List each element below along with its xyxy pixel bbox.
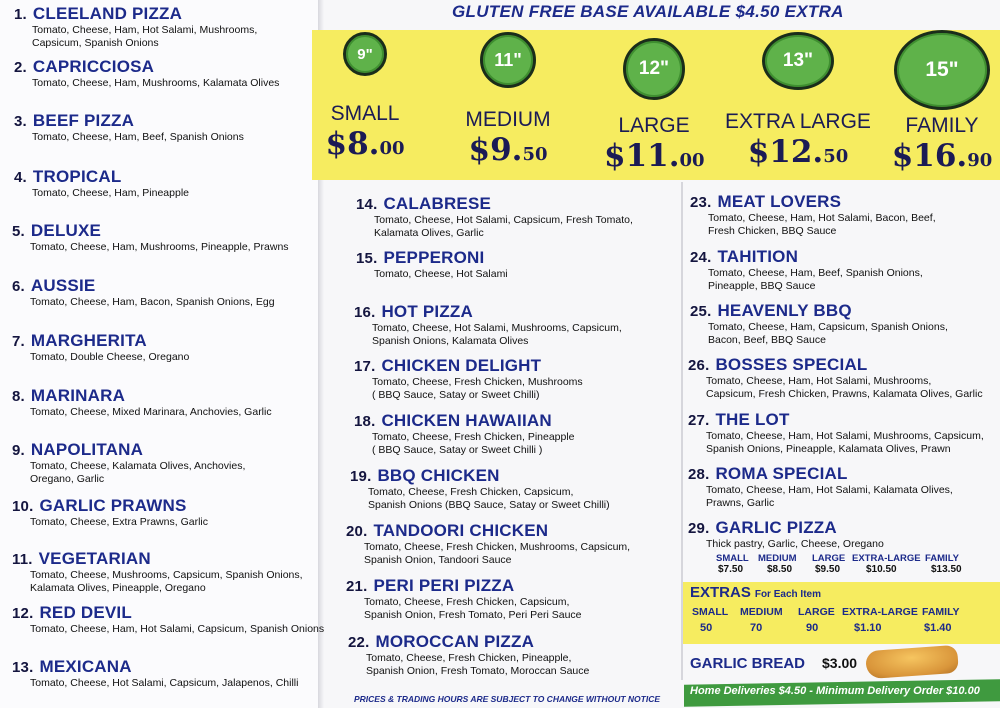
pizza-title: NAPOLITANA xyxy=(30,440,144,459)
pizza-number: 26. xyxy=(688,357,710,374)
pizza-name xyxy=(348,632,589,652)
pizza-title: AUSSIE xyxy=(30,276,96,295)
pizza-title: MOROCCAN PIZZA xyxy=(375,632,535,651)
pizza-description: Fresh Chicken, BBQ Sauce xyxy=(708,225,837,237)
size-label: SMALL xyxy=(330,102,400,125)
pizza-name xyxy=(12,221,289,241)
pizza-name xyxy=(14,57,279,77)
pizza-number: 11. xyxy=(12,551,33,568)
pizza-description: Capsicum, Fresh Chicken, Prawns, Kalamata Olives, Garlic xyxy=(706,388,983,400)
pizza-name xyxy=(12,496,208,516)
pizza-description: Tomato, Cheese, Fresh Chicken, Capsicum, xyxy=(368,486,574,498)
pizza-description: Thick pastry, Garlic, Cheese, Oregano xyxy=(706,538,884,550)
pizza-name xyxy=(12,549,303,569)
size-label: EXTRA LARGE xyxy=(725,110,871,133)
size-price: $16.90 xyxy=(891,138,993,174)
pizza-title: CALABRESE xyxy=(383,194,492,213)
pizza-description: Spanish Onion, Fresh Tomato, Moroccan Sauce xyxy=(366,665,590,677)
pizza-description: Spanish Onions (BBQ Sauce, Satay or Sweet Chilli) xyxy=(368,499,610,511)
pizza-description: Tomato, Cheese, Kalamata Olives, Anchovies, xyxy=(30,460,246,472)
size-circle: 11" xyxy=(480,32,536,88)
pizza-description: ( BBQ Sauce, Satay or Sweet Chilli) xyxy=(372,389,540,401)
pizza-description: Spanish Onion, Fresh Tomato, Peri Peri Sauce xyxy=(364,609,582,621)
pizza-number: 14. xyxy=(356,196,378,213)
pizza-title: GARLIC PRAWNS xyxy=(39,496,187,515)
pizza-name xyxy=(354,302,622,322)
pizza-item xyxy=(14,4,257,50)
pizza-name xyxy=(354,356,583,376)
pizza-description: Tomato, Cheese, Ham, Hot Salami, Bacon, Beef, xyxy=(708,212,936,224)
pizza-item xyxy=(354,302,622,348)
pizza-description: Tomato, Cheese, Hot Salami, Mushrooms, Capsicum, xyxy=(372,322,622,334)
garlic-pizza-size: FAMILY xyxy=(925,553,959,564)
pizza-name xyxy=(14,111,244,131)
extras-size: FAMILY xyxy=(922,606,960,618)
pizza-title: PEPPERONI xyxy=(383,248,485,267)
pizza-description: Capsicum, Spanish Onions xyxy=(32,37,159,49)
pizza-number: 10. xyxy=(12,498,34,515)
pizza-item xyxy=(12,549,303,595)
garlic-pizza-price: $13.50 xyxy=(931,564,962,575)
extras-size: LARGE xyxy=(798,606,835,618)
pizza-name xyxy=(354,411,575,431)
size-label: LARGE xyxy=(618,114,690,137)
pizza-name xyxy=(14,167,189,187)
pizza-title: HOT PIZZA xyxy=(381,302,473,321)
pizza-title: CHICKEN HAWAIIAN xyxy=(381,411,552,430)
pizza-name xyxy=(690,192,936,212)
pizza-description: Oregano, Garlic xyxy=(30,473,105,485)
pizza-number: 25. xyxy=(690,303,712,320)
size-label: MEDIUM xyxy=(465,108,551,131)
pizza-number: 17. xyxy=(354,358,376,375)
size-label: FAMILY xyxy=(905,114,979,137)
pizza-item xyxy=(12,440,245,486)
pizza-name xyxy=(12,331,189,351)
pizza-item xyxy=(354,411,575,457)
size-circle: 9" xyxy=(343,32,387,76)
pizza-description: Tomato, Cheese, Ham, Hot Salami, Capsicum, Spanish Onions xyxy=(30,623,325,635)
pizza-description: Tomato, Cheese, Fresh Chicken, Pineapple xyxy=(372,431,575,443)
pizza-description: Tomato, Cheese, Mixed Marinara, Anchovies, Garlic xyxy=(30,406,272,418)
extras-price: 70 xyxy=(750,622,763,634)
delivery-text: Home Deliveries $4.50 - Minimum Delivery Order $10.00 xyxy=(690,685,980,697)
pizza-item xyxy=(12,496,208,529)
garlic-pizza-price: $7.50 xyxy=(718,564,744,575)
pizza-description: Tomato, Cheese, Ham, Beef, Spanish Onions xyxy=(32,131,244,143)
pizza-title: TANDOORI CHICKEN xyxy=(373,521,549,540)
garlic-pizza-size: EXTRA-LARGE xyxy=(852,553,921,564)
pizza-number: 19. xyxy=(350,468,372,485)
pizza-item xyxy=(12,603,324,636)
pizza-number: 4. xyxy=(14,169,27,186)
pizza-description: Tomato, Cheese, Fresh Chicken, Mushrooms xyxy=(372,376,583,388)
pizza-name xyxy=(688,410,984,430)
pizza-item xyxy=(690,247,923,293)
pizza-item xyxy=(14,111,244,144)
pizza-number: 8. xyxy=(12,388,25,405)
pizza-description: Pineapple, BBQ Sauce xyxy=(708,280,816,292)
pizza-number: 1. xyxy=(14,6,27,23)
pizza-item xyxy=(12,386,272,419)
pizza-item xyxy=(690,301,948,347)
pizza-title: BOSSES SPECIAL xyxy=(715,355,868,374)
size-large xyxy=(604,32,704,174)
size-price: $11.00 xyxy=(604,138,705,174)
pizza-number: 7. xyxy=(12,333,25,350)
pizza-description: Tomato, Cheese, Hot Salami, Capsicum, Jalapenos, Chilli xyxy=(30,677,299,689)
pizza-number: 2. xyxy=(14,59,27,76)
size-medium xyxy=(458,32,558,168)
size-price: $8.00 xyxy=(325,126,405,162)
pizza-number: 12. xyxy=(12,605,34,622)
pizza-name xyxy=(12,276,275,296)
garlic-pizza-price: $10.50 xyxy=(866,564,897,575)
pizza-description: Spanish Onions, Kalamata Olives xyxy=(372,335,529,347)
garlic-pizza-size: SMALL xyxy=(716,553,749,564)
pizza-title: HEAVENLY BBQ xyxy=(717,301,852,320)
garlic-pizza-price: $9.50 xyxy=(815,564,841,575)
size-extra-large xyxy=(720,32,876,170)
garlic-bread-label: GARLIC BREAD xyxy=(690,655,805,672)
pizza-description: Prawns, Garlic xyxy=(706,497,775,509)
pizza-name xyxy=(12,603,324,623)
pizza-description: Tomato, Cheese, Extra Prawns, Garlic xyxy=(30,516,208,528)
pizza-title: MEXICANA xyxy=(39,657,132,676)
extras-price: 50 xyxy=(700,622,713,634)
pizza-item xyxy=(354,356,583,402)
gluten-free-banner: GLUTEN FREE BASE AVAILABLE $4.50 EXTRA xyxy=(452,2,844,21)
pizza-description: Tomato, Cheese, Fresh Chicken, Pineapple, xyxy=(366,652,572,664)
pizza-title: GARLIC PIZZA xyxy=(715,518,837,537)
pizza-title: VEGETARIAN xyxy=(38,549,151,568)
pizza-number: 20. xyxy=(346,523,368,540)
pizza-title: MARGHERITA xyxy=(30,331,147,350)
extras-subtitle: For Each Item xyxy=(754,589,821,600)
pizza-description: Tomato, Cheese, Ham, Hot Salami, Mushrooms, xyxy=(706,375,932,387)
pizza-number: 27. xyxy=(688,412,710,429)
pizza-item xyxy=(688,518,884,551)
pizza-description: Tomato, Cheese, Ham, Mushrooms, Kalamata Olives xyxy=(32,77,280,89)
garlic-bread-price: $3.00 xyxy=(822,655,858,671)
pizza-number: 9. xyxy=(12,442,25,459)
extras-price: $1.10 xyxy=(854,622,882,634)
pizza-item xyxy=(346,576,582,622)
pizza-title: CAPRICCIOSA xyxy=(32,57,155,76)
pizza-item xyxy=(688,410,984,456)
pizza-item xyxy=(346,521,630,567)
pizza-description: Tomato, Cheese, Hot Salami xyxy=(374,268,508,280)
pizza-description: Tomato, Cheese, Ham, Capsicum, Spanish Onions, xyxy=(708,321,948,333)
pizza-number: 18. xyxy=(354,413,376,430)
garlic-pizza-size: LARGE xyxy=(812,553,846,564)
pizza-item xyxy=(688,355,983,401)
garlic-pizza-price: $8.50 xyxy=(767,564,793,575)
extras-price: $1.40 xyxy=(924,622,952,634)
pizza-name xyxy=(12,386,272,406)
pizza-name xyxy=(690,301,948,321)
pizza-number: 24. xyxy=(690,249,712,266)
pizza-title: PERI PERI PIZZA xyxy=(373,576,515,595)
extras-price: 90 xyxy=(806,622,819,634)
pizza-title: ROMA SPECIAL xyxy=(715,464,848,483)
pizza-description: Tomato, Cheese, Fresh Chicken, Mushrooms, Capsicum, xyxy=(364,541,631,553)
pizza-item xyxy=(348,632,589,678)
pizza-description: Tomato, Cheese, Ham, Hot Salami, Mushrooms, xyxy=(32,24,258,36)
garlic-pizza-size: MEDIUM xyxy=(758,553,797,564)
pizza-description: Tomato, Cheese, Ham, Mushrooms, Pineapple, Prawns xyxy=(30,241,289,253)
pizza-item xyxy=(12,276,275,309)
pizza-name xyxy=(12,440,245,460)
size-price: $12.50 xyxy=(747,134,849,170)
pizza-title: TROPICAL xyxy=(32,167,122,186)
extras-size: MEDIUM xyxy=(740,606,783,618)
size-price: $9.50 xyxy=(468,132,548,168)
pizza-name xyxy=(350,466,610,486)
pizza-name xyxy=(688,464,953,484)
size-small xyxy=(322,32,408,162)
footer-note: PRICES & TRADING HOURS ARE SUBJECT TO CHANGE WITHOUT NOTICE xyxy=(354,694,661,704)
pizza-name xyxy=(14,4,257,24)
pizza-description: Tomato, Cheese, Ham, Hot Salami, Kalamata Olives, xyxy=(706,484,953,496)
pizza-number: 6. xyxy=(12,278,25,295)
pizza-item xyxy=(12,657,298,690)
extras-title: EXTRAS For Each Item xyxy=(690,584,821,601)
pizza-description: Kalamata Olives, Pineapple, Oregano xyxy=(30,582,206,594)
pizza-item xyxy=(12,331,189,364)
pizza-description: Tomato, Cheese, Ham, Beef, Spanish Onions, xyxy=(708,267,923,279)
pizza-number: 28. xyxy=(688,466,710,483)
pizza-name xyxy=(688,355,983,375)
pizza-title: THE LOT xyxy=(715,410,790,429)
pizza-number: 13. xyxy=(12,659,34,676)
pizza-number: 5. xyxy=(12,223,25,240)
pizza-title: TAHITION xyxy=(717,247,799,266)
pizza-title: BEEF PIZZA xyxy=(32,111,135,130)
pizza-description: Tomato, Cheese, Hot Salami, Capsicum, Fresh Tomato, xyxy=(374,214,633,226)
pizza-description: Bacon, Beef, BBQ Sauce xyxy=(708,334,826,346)
pizza-name xyxy=(688,518,884,538)
pizza-description: Tomato, Cheese, Ham, Pineapple xyxy=(32,187,190,199)
pizza-item xyxy=(690,192,936,238)
pizza-name xyxy=(690,247,923,267)
size-family xyxy=(888,32,996,174)
pizza-title: MARINARA xyxy=(30,386,126,405)
pizza-number: 16. xyxy=(354,304,376,321)
pizza-description: Spanish Onions, Pineapple, Kalamata Olives, Prawn xyxy=(706,443,951,455)
pizza-description: Tomato, Cheese, Mushrooms, Capsicum, Spanish Onions, xyxy=(30,569,303,581)
extras-size: EXTRA-LARGE xyxy=(842,606,918,618)
pizza-description: Tomato, Double Cheese, Oregano xyxy=(30,351,190,363)
size-circle: 15" xyxy=(894,30,990,110)
pizza-title: CHICKEN DELIGHT xyxy=(381,356,542,375)
pizza-item xyxy=(356,194,633,240)
size-circle: 13" xyxy=(762,32,834,90)
pizza-description: Kalamata Olives, Garlic xyxy=(374,227,484,239)
pizza-number: 23. xyxy=(690,194,712,211)
pizza-description: Tomato, Cheese, Fresh Chicken, Capsicum, xyxy=(364,596,570,608)
pizza-number: 15. xyxy=(356,250,378,267)
pizza-item xyxy=(14,57,279,90)
pizza-number: 22. xyxy=(348,634,370,651)
pizza-name xyxy=(356,194,633,214)
pizza-item xyxy=(356,248,508,281)
pizza-description: ( BBQ Sauce, Satay or Sweet Chilli ) xyxy=(372,444,543,456)
pizza-title: MEAT LOVERS xyxy=(717,192,842,211)
pizza-number: 21. xyxy=(346,578,368,595)
pizza-name xyxy=(346,521,630,541)
pizza-description: Spanish Onion, Tandoori Sauce xyxy=(364,554,512,566)
size-circle: 12" xyxy=(623,38,685,100)
extras-size: SMALL xyxy=(692,606,729,618)
pizza-title: BBQ CHICKEN xyxy=(377,466,500,485)
pizza-number: 3. xyxy=(14,113,27,130)
pizza-description: Tomato, Cheese, Ham, Bacon, Spanish Onions, Egg xyxy=(30,296,275,308)
pizza-item xyxy=(688,464,953,510)
pizza-number: 29. xyxy=(688,520,710,537)
pizza-title: RED DEVIL xyxy=(39,603,132,622)
pizza-title: CLEELAND PIZZA xyxy=(32,4,183,23)
pizza-item xyxy=(350,466,610,512)
pizza-name xyxy=(346,576,582,596)
pizza-description: Tomato, Cheese, Ham, Hot Salami, Mushrooms, Capsicum, xyxy=(706,430,984,442)
pizza-item xyxy=(12,221,289,254)
pizza-name xyxy=(356,248,508,268)
pizza-item xyxy=(14,167,189,200)
pizza-title: DELUXE xyxy=(30,221,102,240)
pizza-name xyxy=(12,657,298,677)
